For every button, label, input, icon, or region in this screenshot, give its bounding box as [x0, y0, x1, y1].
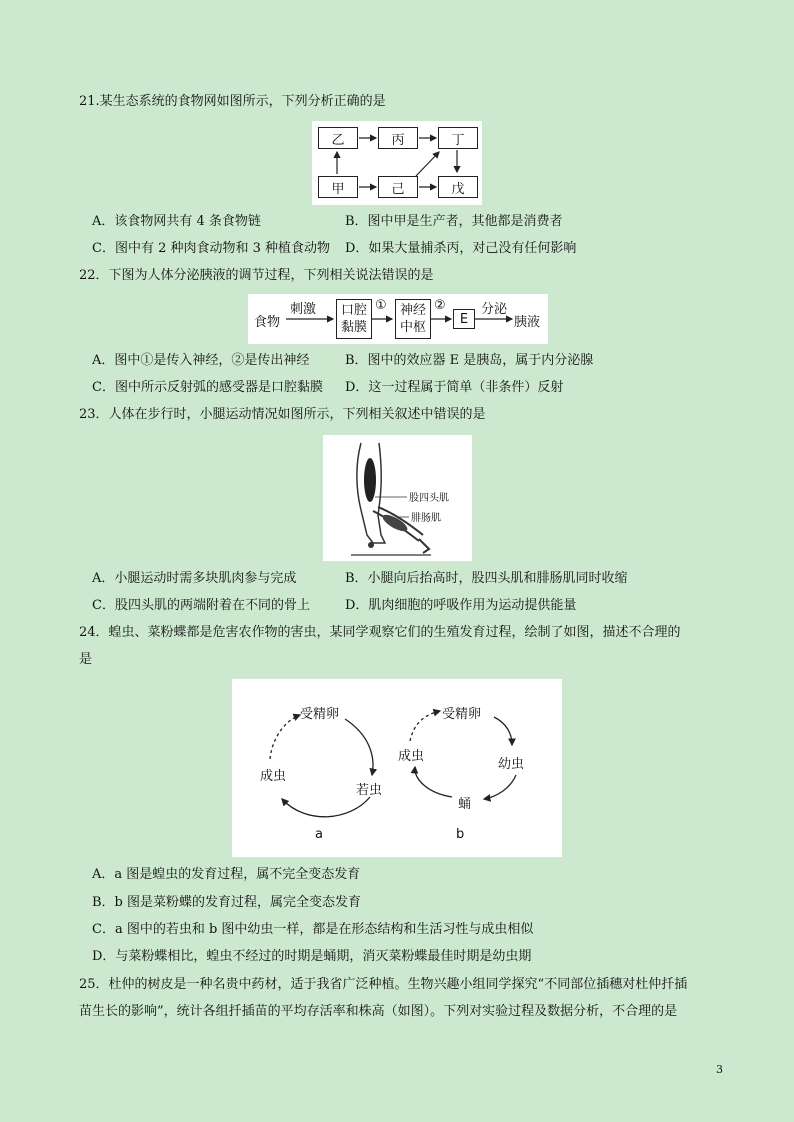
q22-option-a: A．图中①是传入神经，②是传出神经	[92, 353, 310, 368]
label-1: ①	[375, 298, 387, 313]
q23-option-b: B．小腿向后抬高时，股四头肌和腓肠肌同时收缩	[345, 571, 628, 586]
effector-e-box: E	[453, 309, 475, 329]
q24-option-c: C．a 图中的若虫和 b 图中幼虫一样，都是在形态结构和生活习性与成虫相似	[92, 922, 534, 937]
q21-option-b: B．图中甲是生产者，其他都是消费者	[345, 214, 563, 229]
q22-option-d: D．这一过程属于简单（非条件）反射	[345, 380, 564, 395]
b-caption: b	[456, 827, 465, 842]
b-pupa-label: 蛹	[458, 797, 472, 812]
label-2: ②	[434, 298, 446, 313]
food-web-arrows	[312, 121, 482, 205]
stimulus-label: 刺激	[290, 302, 317, 317]
pancreatic-reflex-figure	[248, 294, 548, 344]
q22-stem: 22．下图为人体分泌胰液的调节过程，下列相关说法错误的是	[79, 268, 434, 283]
q21-stem: 21.某生态系统的食物网如图所示，下列分析正确的是	[79, 94, 386, 109]
a-fertilized-egg-label: 受精卵	[300, 707, 340, 722]
b-larva-label: 幼虫	[498, 757, 525, 772]
leg-muscle-figure	[323, 435, 472, 561]
q22-option-b: B．图中的效应器 E 是胰岛，属于内分泌腺	[345, 353, 594, 368]
page-number: 3	[716, 1063, 723, 1076]
node-ji: 己	[378, 176, 418, 198]
oral-mucosa-line1: 口腔	[340, 303, 367, 318]
pancreatic-juice-label: 胰液	[514, 315, 541, 330]
nerve-center-line2: 中枢	[399, 320, 426, 335]
a-adult-label: 成虫	[260, 769, 287, 784]
q21-option-d: D．如果大量捕杀丙，对己没有任何影响	[345, 241, 577, 256]
q24-stem-line1: 24．蝗虫、菜粉蝶都是危害农作物的害虫，某同学观察它们的生殖发育过程，绘制了如图，描述不合理的	[79, 625, 681, 640]
a-nymph-label: 若虫	[356, 783, 383, 798]
gastrocnemius-label: 腓肠肌	[411, 513, 441, 524]
q23-option-d: D．肌肉细胞的呼吸作用为运动提供能量	[345, 598, 577, 613]
node-jia: 甲	[318, 176, 358, 198]
q25-stem-line1: 25．杜仲的树皮是一种名贵中药材，适于我省广泛种植。生物兴趣小组同学探究“不同部位插穗对杜仲扦插	[79, 977, 688, 992]
nerve-center-line1: 神经	[399, 303, 426, 318]
q21-option-a: A．该食物网共有 4 条食物链	[92, 214, 261, 229]
quadriceps-label: 股四头肌	[409, 493, 449, 504]
b-fertilized-egg-label: 受精卵	[442, 707, 482, 722]
q23-option-a: A．小腿运动时需多块肌肉参与完成	[92, 571, 297, 586]
food-web-figure	[312, 121, 482, 205]
q25-stem-line2: 苗生长的影响”，统计各组扦插苗的平均存活率和株高（如图）。下列对实验过程及数据分析，不合理的是	[79, 1004, 678, 1019]
reflex-arrows	[248, 294, 548, 344]
q23-option-c: C．股四头肌的两端附着在不同的骨上	[92, 598, 310, 613]
life-cycle-figure	[232, 679, 562, 857]
q22-option-c: C．图中所示反射弧的感受器是口腔黏膜	[92, 380, 323, 395]
q23-stem: 23．人体在步行时，小腿运动情况如图所示，下列相关叙述中错误的是	[79, 407, 486, 422]
q24-option-a: A．a 图是蝗虫的发育过程，属不完全变态发育	[92, 867, 361, 882]
q21-option-c: C．图中有 2 种肉食动物和 3 种植食动物	[92, 241, 331, 256]
q24-option-b: B．b 图是菜粉蝶的发育过程，属完全变态发育	[92, 895, 362, 910]
node-wu: 戊	[438, 176, 478, 198]
node-yi: 乙	[318, 127, 358, 149]
node-ding: 丁	[438, 127, 478, 149]
food-label: 食物	[254, 315, 281, 330]
node-bing: 丙	[378, 127, 418, 149]
q24-stem-line2: 是	[79, 652, 93, 667]
a-caption: a	[315, 827, 323, 842]
secrete-label: 分泌	[481, 302, 508, 317]
q24-option-d: D．与菜粉蝶相比，蝗虫不经过的时期是蛹期，消灭菜粉蝶最佳时期是幼虫期	[92, 949, 532, 964]
leg-illustration	[323, 435, 472, 561]
b-adult-label: 成虫	[398, 749, 425, 764]
oral-mucosa-line2: 黏膜	[340, 320, 367, 335]
